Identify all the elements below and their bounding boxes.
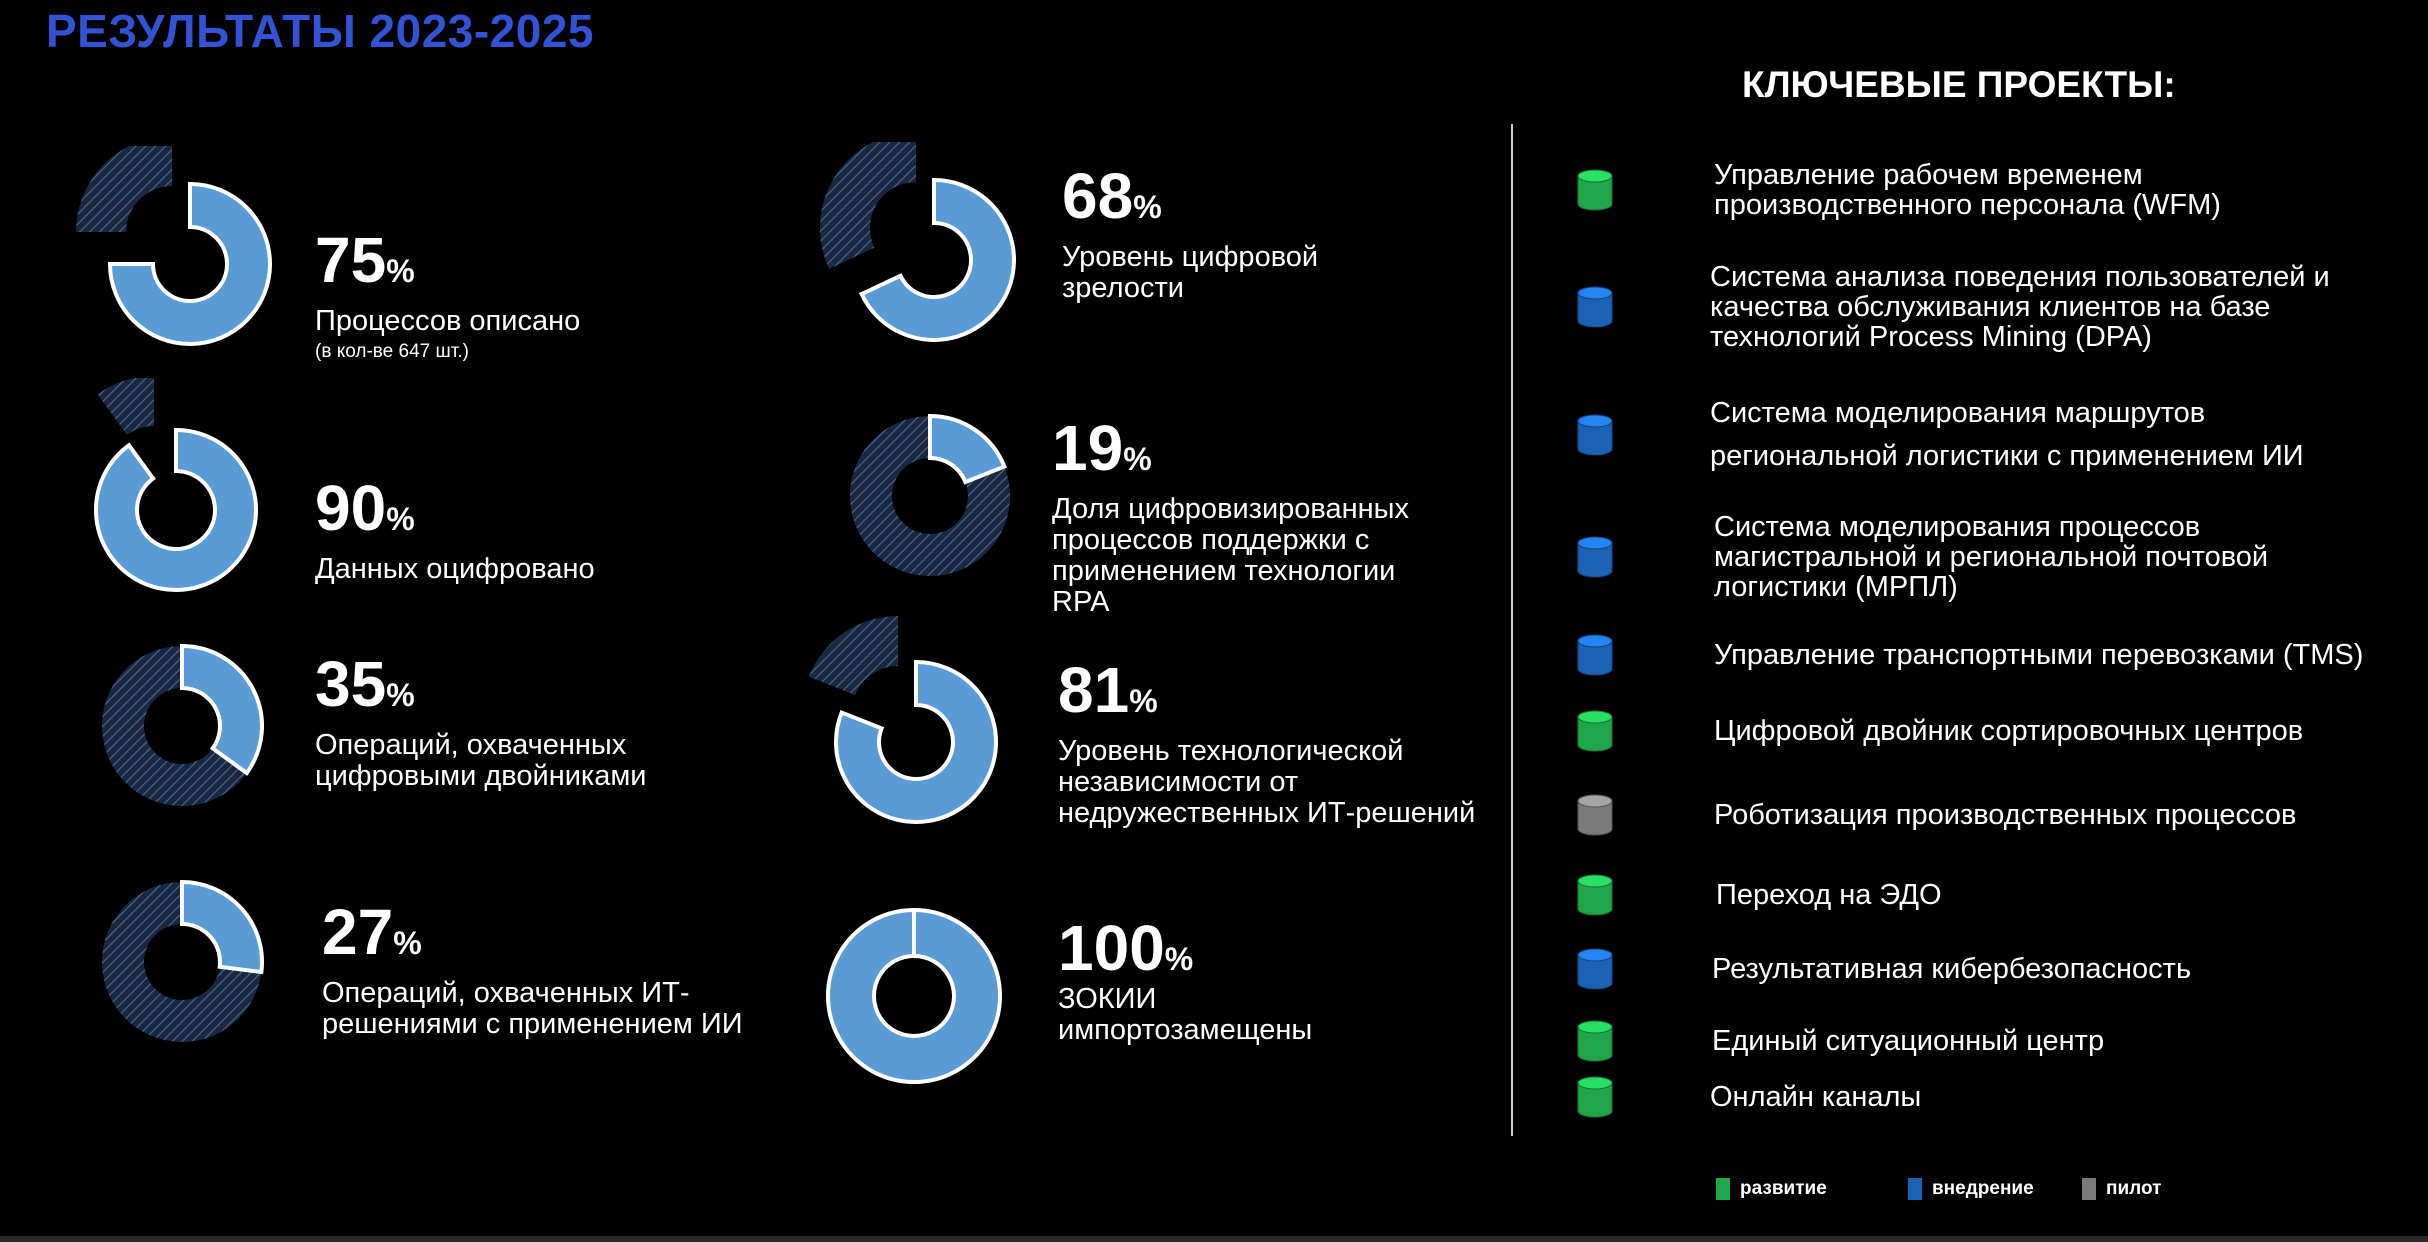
donut-chart-zokii [818,900,1014,1096]
database-icon [1572,534,1618,580]
project-item-cybersecurity [1572,946,2191,992]
project-item-dpa [1572,262,2330,352]
database-icon [1572,412,1618,458]
legend-item-development [1716,1178,1827,1200]
project-label: Роботизация производственных процессов [1714,799,2297,831]
vertical-divider [1511,124,1513,1136]
project-label: Система моделирования процессов магистральной и региональной почтовой логистики (МРПЛ) [1714,511,2269,603]
donut-chart-processes [56,146,288,356]
project-item-wfm [1572,160,2221,220]
donut-value-segment [110,184,270,344]
metric-note: (в кол-ве 647 шт.) [315,341,469,362]
metric-maturity [1062,160,1319,304]
project-item-situation-center [1572,1018,2104,1064]
project-label: Управление транспортными перевозками (TMS) [1714,639,2364,671]
database-icon [1572,792,1618,838]
legend-label: внедрение [1932,1178,2034,1199]
projects-title: КЛЮЧЕВЫЕ ПРОЕКТЫ: [1742,64,2176,105]
database-icon [1572,284,1618,330]
legend-swatch [2082,1178,2096,1200]
donut-value-segment [862,180,1014,340]
project-label: Система анализа поведения пользователей и качества обслуживания клиентов на базе технологий Process Mining (DPA) [1710,261,2330,353]
project-label: Цифровой двойник сортировочных центров [1714,715,2304,747]
metric-label: Уровень цифровой зрелости [1062,241,1319,304]
project-item-mrpl [1572,512,2268,602]
metric-label: Доля цифровизированных процессов поддержки с применением технологии RPA [1052,493,1410,618]
donut-remainder-segment [809,616,898,695]
legend-swatch [1908,1178,1922,1200]
metric-value: 19% [1052,412,1152,484]
legend-item-implementation [1908,1178,2034,1200]
project-label: Управление рабочем временем производственного персонала (WFM) [1714,159,2221,221]
database-icon [1572,708,1618,754]
donut-chart-maturity [800,142,1032,356]
project-item-online-channels [1572,1074,1921,1120]
database-icon [1572,632,1618,678]
bottom-bar [0,1236,2428,1242]
project-label: Переход на ЭДО [1716,879,1942,911]
metric-zokii [1058,912,1313,1046]
project-label: Единый ситуационный центр [1712,1025,2105,1057]
metric-data [315,472,595,585]
project-label: Онлайн каналы [1710,1081,1922,1113]
database-icon [1572,872,1618,918]
metric-twins [315,648,647,792]
metric-value: 27% [322,896,422,968]
metric-value: 75% [315,224,415,296]
legend-swatch [1716,1178,1730,1200]
legend-label: развитие [1740,1178,1827,1199]
metric-ai [322,896,743,1040]
donut-chart-rpa [798,378,1030,600]
project-item-edo [1572,872,1942,918]
donut-chart-independence [800,614,1032,836]
metric-label: Уровень технологической независимости от недружественных ИТ-решений [1058,735,1476,829]
metric-label: Данных оцифровано [315,553,595,585]
project-label: Система моделирования маршрутов региональной логистики с применением ИИ [1710,397,2304,472]
donut-chart-data [86,378,272,596]
project-item-digital-twin [1572,708,2303,754]
donut-remainder-segment [820,142,916,269]
metric-value: 35% [315,648,415,720]
database-icon [1572,167,1618,213]
donut-value-segment [182,646,262,773]
database-icon [1572,1074,1618,1120]
metric-label: Операций, охваченных ИТ- решениями с применением ИИ [322,977,743,1040]
donut-chart-ai [50,856,282,1078]
metric-label: Операций, охваченных цифровыми двойниками [315,729,647,792]
metric-label: ЗОКИИ импортозамещены [1058,983,1313,1046]
donut-value-segment [930,416,1004,482]
page-title: РЕЗУЛЬТАТЫ 2023-2025 [46,5,595,57]
donut-remainder-segment [98,378,154,435]
project-item-robotization [1572,792,2296,838]
metric-value: 100% [1058,912,1194,984]
metric-independence [1058,654,1476,829]
donut-value-segment [182,882,262,972]
database-icon [1572,946,1618,992]
project-label: Результативная кибербезопасность [1712,953,2192,985]
project-item-tms [1572,632,2363,678]
metric-label: Процессов описано [315,305,581,337]
metric-value: 90% [315,472,415,544]
donut-remainder-segment [76,146,172,232]
database-icon [1572,1018,1618,1064]
donut-value-segment [96,430,256,590]
donut-chart-twins [50,620,282,830]
metric-value: 81% [1058,654,1158,726]
legend-label: пилот [2106,1178,2162,1199]
project-item-regional-logistics [1572,392,2304,478]
metric-rpa [1052,412,1410,618]
metric-processes [315,224,581,363]
legend-item-pilot [2082,1178,2161,1200]
metric-value: 68% [1062,160,1162,232]
